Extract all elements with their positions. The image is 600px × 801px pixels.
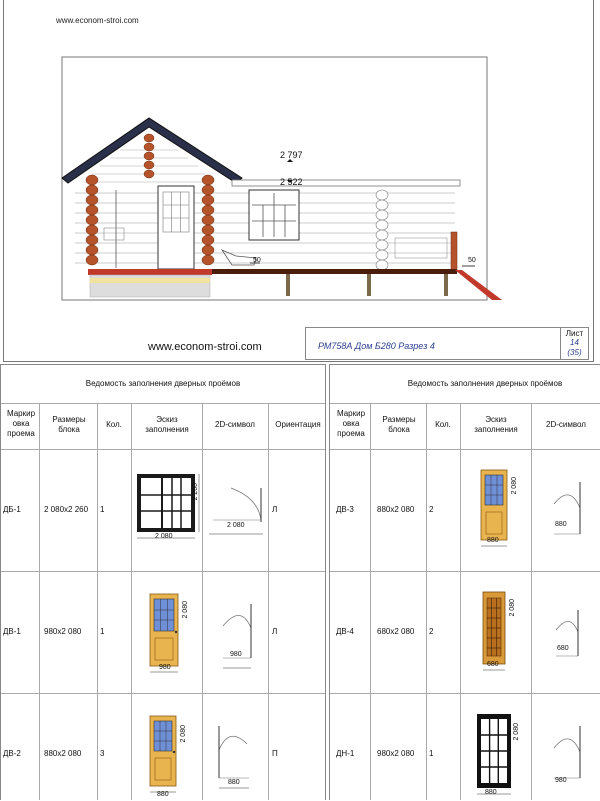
door-symbol-dv1	[203, 572, 268, 692]
door-symbol-dv4	[532, 572, 600, 692]
header-sketch: Эскиз заполнения	[145, 415, 189, 434]
row-qty: 2	[429, 627, 434, 636]
symbol-width: 980	[555, 777, 567, 784]
sketch-width: 880	[487, 537, 499, 544]
level-eave-label: 2 522	[280, 177, 303, 187]
door-sketch-dv1	[132, 572, 202, 692]
row-size: 880x2 080	[377, 505, 415, 514]
sheet-total: (35)	[567, 348, 582, 357]
row-size: 880x2 080	[44, 749, 82, 758]
door-schedule-right	[329, 364, 600, 800]
symbol-width: 880	[555, 521, 567, 528]
sketch-height: 2 080	[182, 601, 189, 619]
sketch-height: 2 260	[192, 483, 199, 501]
sketch-width: 2 080	[155, 533, 173, 540]
row-orientation: Л	[272, 505, 278, 514]
header-qty: Кол.	[435, 420, 451, 429]
row-mark: ДВ-2	[3, 749, 21, 758]
header-symbol: 2D-символ	[546, 420, 586, 429]
sketch-height: 2 080	[511, 477, 518, 495]
door-schedule-left	[0, 364, 326, 800]
symbol-width: 880	[228, 779, 240, 786]
row-mark: ДБ-1	[3, 505, 21, 514]
row-qty: 2	[429, 505, 434, 514]
header-orientation: Ориентация	[275, 420, 321, 429]
row-mark: ДН-1	[336, 749, 355, 758]
schedule-title: Ведомость заполнения дверных проёмов	[407, 379, 563, 388]
row-mark: ДВ-4	[336, 627, 354, 636]
project-title: РМ758А Дом Б280 Разрез 4	[318, 341, 435, 351]
sheet-number: 14	[570, 338, 579, 347]
door-symbol-db1	[203, 450, 268, 570]
row-orientation: П	[272, 749, 278, 758]
sheet-label: Лист	[565, 329, 584, 338]
level-top-label: 2 797	[280, 150, 303, 160]
row-mark: ДВ-3	[336, 505, 354, 514]
door-sketch-dv3	[461, 450, 531, 570]
schedule-title: Ведомость заполнения дверных проёмов	[85, 379, 241, 388]
site-url-top[interactable]: www.econom-stroi.com	[56, 16, 139, 25]
header-size: Размеры блока	[52, 415, 86, 434]
sketch-width: 880	[157, 791, 169, 798]
header-sketch: Эскиз заполнения	[474, 415, 518, 434]
sketch-width: 980	[159, 664, 171, 671]
header-symbol: 2D-символ	[215, 420, 255, 429]
header-size: Размеры блока	[382, 415, 416, 434]
house-section-drawing	[0, 0, 600, 330]
row-size: 980x2 080	[377, 749, 415, 758]
symbol-width: 980	[230, 651, 242, 658]
site-url-bottom[interactable]: www.econom-stroi.com	[148, 341, 262, 353]
door-sketch-dn1	[461, 694, 531, 801]
row-size: 680x2 080	[377, 627, 415, 636]
row-qty: 3	[100, 749, 105, 758]
row-orientation: Л	[272, 627, 278, 636]
header-qty: Кол.	[106, 420, 122, 429]
row-qty: 1	[429, 749, 434, 758]
header-mark: Маркир овка проема	[336, 409, 366, 438]
door-symbol-dn1	[532, 694, 600, 801]
dim-right-label: 50	[468, 257, 476, 264]
row-size: 2 080x2 260	[44, 505, 89, 514]
door-sketch-dv2	[132, 694, 202, 801]
row-size: 980x2 080	[44, 627, 82, 636]
sketch-height: 2 080	[513, 723, 520, 741]
row-qty: 1	[100, 505, 105, 514]
symbol-width: 2 080	[227, 522, 245, 529]
row-mark: ДВ-1	[3, 627, 21, 636]
title-block	[305, 327, 589, 360]
dim-left-label: 50	[253, 257, 261, 264]
symbol-width: 680	[557, 645, 569, 652]
door-sketch-dv4	[461, 572, 531, 692]
sketch-height: 2 080	[509, 599, 516, 617]
sketch-width: 680	[487, 661, 499, 668]
door-sketch-db1	[132, 450, 202, 570]
sketch-height: 2 080	[180, 725, 187, 743]
sheet-number-cell	[560, 328, 588, 359]
sketch-width: 880	[485, 789, 497, 796]
header-mark: Маркир овка проема	[6, 409, 36, 438]
door-symbol-dv3	[532, 450, 600, 570]
row-qty: 1	[100, 627, 105, 636]
